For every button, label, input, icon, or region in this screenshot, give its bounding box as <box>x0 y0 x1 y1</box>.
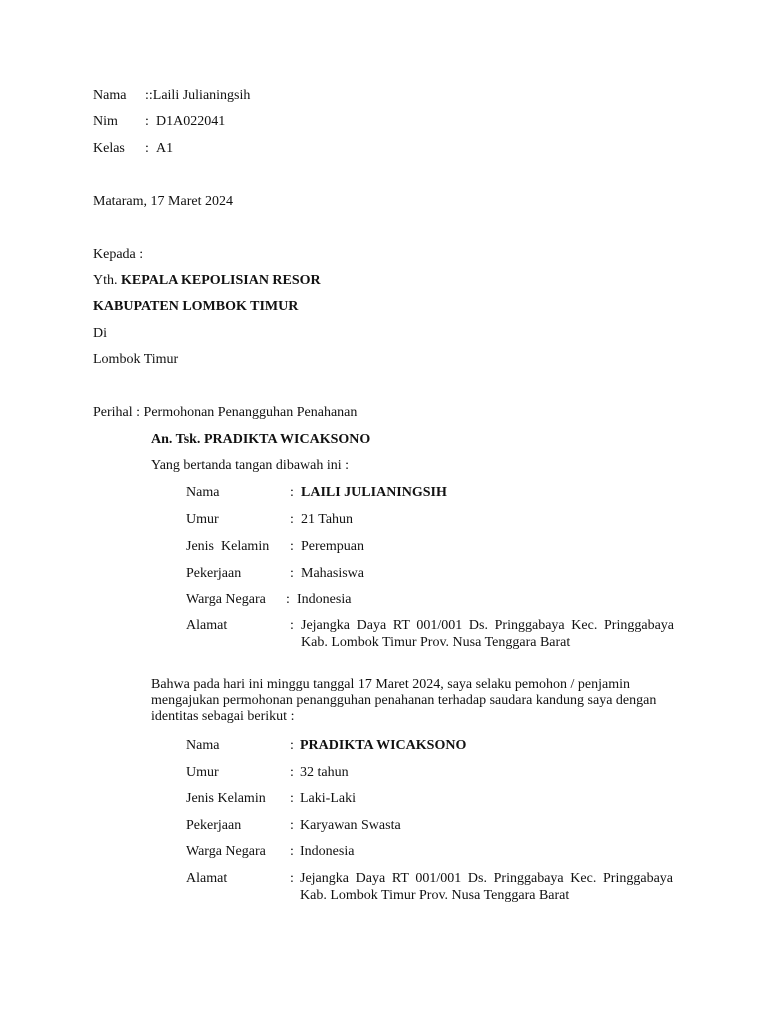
header-kelas-colon: : <box>145 141 149 156</box>
subject-an-name: PRADIKTA WICAKSONO <box>203 432 371 447</box>
suspect-umur-value: 32 tahun <box>300 765 349 780</box>
header-nim-label: Nim <box>93 114 118 129</box>
suspect-pekerjaan-value: Karyawan Swasta <box>300 818 401 833</box>
applicant-jk-colon: : <box>290 539 294 554</box>
applicant-nama-value: LAILI JULIANINGSIH <box>301 485 447 500</box>
recipient-di: Di <box>93 326 107 341</box>
suspect-warga-value: Indonesia <box>300 844 355 859</box>
suspect-jk-value: Laki-Laki <box>300 791 356 806</box>
recipient-line2: KABUPATEN LOMBOK TIMUR <box>93 299 299 314</box>
statement-paragraph: Bahwa pada hari ini minggu tanggal 17 Maret 2024, saya selaku pemohon / penjamin mengajukan permohonan penangguhan penahanan terhadap saudara kandung saya dengan identitas sebagai berikut : <box>151 677 657 724</box>
suspect-warga-label: Warga Negara <box>186 844 266 859</box>
suspect-warga-colon: : <box>290 844 294 859</box>
header-nama-value: ::Laili Julianingsih <box>145 88 251 103</box>
header-kelas-label: Kelas <box>93 141 125 156</box>
recipient-yth-line <box>93 272 321 289</box>
suspect-jk-colon: : <box>290 791 294 806</box>
place-date: Mataram, 17 Maret 2024 <box>93 194 233 209</box>
applicant-jk-value: Perempuan <box>301 539 364 554</box>
intro-text: Yang bertanda tangan dibawah ini : <box>151 458 350 473</box>
applicant-jk-label: Jenis Kelamin <box>186 539 270 554</box>
recipient-yth: Yth. <box>93 273 118 288</box>
applicant-alamat-value: Jejangka Daya RT 001/001 Ds. Pringgabaya Kec. Pringgabaya Kab. Lombok Timur Prov. Nusa Tenggara Barat <box>301 618 674 650</box>
applicant-umur-label: Umur <box>186 512 219 527</box>
recipient-city: Lombok Timur <box>93 352 179 367</box>
suspect-nama-label: Nama <box>186 738 220 753</box>
suspect-alamat-label: Alamat <box>186 871 228 886</box>
applicant-umur-colon: : <box>290 512 294 527</box>
subject-an-line <box>151 431 370 448</box>
suspect-alamat-colon: : <box>290 871 294 886</box>
header-kelas-value: A1 <box>156 141 174 156</box>
header-nim-colon: : <box>145 114 149 129</box>
suspect-umur-label: Umur <box>186 765 219 780</box>
suspect-umur-colon: : <box>290 765 294 780</box>
suspect-alamat-value: Jejangka Daya RT 001/001 Ds. Pringgabaya Kec. Pringgabaya Kab. Lombok Timur Prov. Nusa Tenggara Barat <box>300 871 673 903</box>
header-nim-value: D1A022041 <box>156 114 226 129</box>
applicant-nama-colon: : <box>290 485 294 500</box>
applicant-alamat-label: Alamat <box>186 618 228 633</box>
applicant-alamat-colon: : <box>290 618 294 633</box>
suspect-pekerjaan-colon: : <box>290 818 294 833</box>
applicant-warga-value: Indonesia <box>297 592 352 607</box>
suspect-pekerjaan-label: Pekerjaan <box>186 818 242 833</box>
recipient-line1: KEPALA KEPOLISIAN RESOR <box>121 273 321 288</box>
suspect-nama-value: PRADIKTA WICAKSONO <box>300 738 467 753</box>
applicant-pekerjaan-label: Pekerjaan <box>186 566 242 581</box>
suspect-jk-label: Jenis Kelamin <box>186 791 266 806</box>
applicant-nama-label: Nama <box>186 485 220 500</box>
suspect-nama-colon: : <box>290 738 294 753</box>
applicant-warga-label: Warga Negara <box>186 592 266 607</box>
applicant-pekerjaan-value: Mahasiswa <box>301 566 364 581</box>
applicant-warga-colon: : <box>286 592 290 607</box>
applicant-umur-value: 21 Tahun <box>301 512 354 527</box>
header-nama-label: Nama <box>93 88 127 103</box>
subject-label: Perihal : Permohonan Penangguhan Penahanan <box>93 405 358 420</box>
applicant-pekerjaan-colon: : <box>290 566 294 581</box>
subject-an-prefix: An. Tsk. <box>151 432 201 447</box>
recipient-kepada: Kepada : <box>93 247 144 262</box>
